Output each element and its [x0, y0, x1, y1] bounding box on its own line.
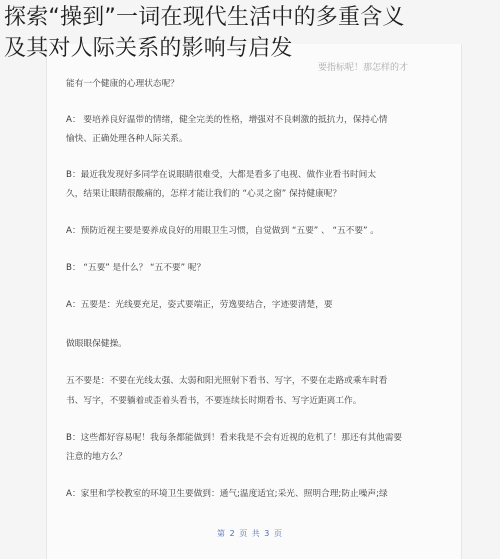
paragraph-line: 久，结果让眼睛很酸痛的，怎样才能让我们的 “心灵之窗” 保持健康呢？	[66, 189, 342, 199]
paragraph-line: A：家里和学校教室的环境卫生要做到：通气;温度适宜;采光、照明合理;防止噪声;绿	[66, 489, 388, 499]
paragraph-line: 五不要是：不要在光线太强、太弱和阳光照射下看书、写字，不要在走路或乘车时看	[66, 376, 388, 386]
paragraph-line: B： “五要” 是什么？ “五不要” 呢？	[66, 263, 206, 273]
paragraph-line: 能有一个健康的心理状态呢？	[66, 79, 179, 89]
paragraph-line: A：预防近视主要是要养成良好的用眼卫生习惯，自觉做到 “五要” 、 “五不要” 。	[66, 226, 379, 236]
title-line-2: 及其对人际关系的影响与启发	[4, 36, 293, 61]
paragraph-line: B：最近我发现好多同学在说眼睛很难受，大都是看多了电视、做作业看书时间太	[66, 170, 377, 180]
paragraph-line: A：五要是：光线要充足，姿式要端正，劳逸要结合，字迹要清楚，要	[66, 300, 333, 310]
paragraph-line: B：这些都好容易呢！我每条都能做到！看来我是不会有近视的危机了！那还有其他需要	[66, 433, 403, 443]
title-line-1: 探索“操到”一词在现代生活中的多重含义	[4, 5, 405, 30]
overlay-title	[4, 2, 496, 64]
paragraph-line: 愉快、正确处理各种人际关系。	[66, 134, 188, 144]
paragraph-line: 书、写字，不要躺着或歪着头看书，不要连续长时期看书、写字近距离工作。	[66, 396, 362, 406]
paragraph-line: 注意的地方么？	[66, 452, 127, 462]
paragraph-line: 做眼眼保健操。	[66, 339, 127, 349]
page-indicator: 第 2 页 共 3 页	[217, 529, 283, 538]
paragraph-line: A： 要培养良好温带的情绪，健全完美的性格，增强对不良刺激的抵抗力，保持心情	[66, 115, 388, 125]
faint-text-fragment: 要指标呢！那怎样的才	[318, 63, 409, 73]
